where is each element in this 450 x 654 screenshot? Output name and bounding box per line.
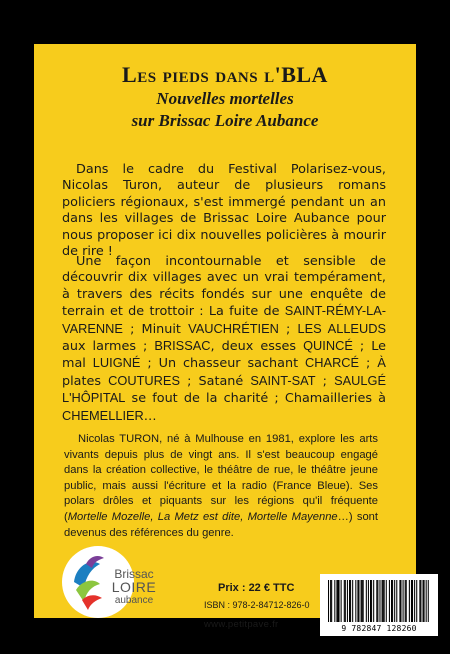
barcode-bar [403, 580, 404, 622]
subtitle-line-2: sur Brissac Loire Aubance [131, 111, 319, 130]
barcode-bar [334, 580, 335, 622]
barcode-bar [330, 580, 331, 622]
title-block [34, 62, 416, 132]
logo-text-brissac: Brissac [114, 567, 154, 581]
village-name: SAULGÉ L'HÔPITAL [62, 372, 386, 406]
barcode-bar [420, 580, 421, 622]
isbn-label: ISBN : 978-2-84712-826-0 [204, 600, 310, 610]
text-segment: …) sont devenus des références du genre. [64, 510, 379, 539]
barcode-bar [373, 580, 374, 622]
barcode-bar [411, 580, 412, 622]
book-titles-italic: Mortelle Mozelle, La Metz est dite, Mortelle Mayenne [67, 510, 338, 523]
barcode-bar [412, 580, 413, 622]
barcode-bar [399, 580, 400, 622]
barcode-bar [424, 580, 425, 622]
barcode-bar [394, 580, 395, 622]
barcode-bar [345, 580, 346, 622]
village-name: CHEMELLIER [62, 407, 144, 423]
barcode-bar [336, 580, 337, 622]
barcode-bar [337, 580, 338, 622]
text-segment: aux larmes ; [62, 339, 155, 355]
barcode-bar [416, 580, 417, 622]
text-segment: … [143, 408, 157, 424]
barcode-bar [376, 580, 377, 622]
barcode-bar [361, 580, 362, 622]
village-name: SAINT-SAT [250, 372, 316, 388]
village-name: QUINCÉ [303, 338, 353, 354]
text-segment: ; Satané [179, 373, 251, 389]
text-segment: , deux esses [210, 339, 304, 355]
barcode-bar [396, 580, 397, 622]
barcode-bar [379, 580, 380, 622]
barcode-bar [350, 580, 351, 622]
barcode-bar [352, 580, 353, 622]
author-bio-paragraph [64, 432, 378, 541]
barcode-bar [328, 580, 329, 622]
barcode-bar [355, 580, 356, 622]
logo-wordmark [104, 568, 164, 606]
text-segment: ; [278, 321, 298, 337]
text-segment: Une façon incontournable et sensible de découvrir dix villages avec un vrai tempérament, à travers des récits fondés sur une enquête de terrain et de trottoir : La fuite de [62, 254, 386, 320]
barcode-bar [341, 580, 342, 622]
village-name: COUTURES [108, 372, 180, 388]
barcode-bar [349, 580, 350, 622]
barcode-bar [368, 580, 369, 622]
barcode-bar [358, 580, 359, 622]
book-back-cover [34, 44, 417, 633]
logo-text-aubance: aubance [114, 595, 154, 606]
barcode-bar [386, 580, 387, 622]
book-title: Les pieds dans l'BLA [122, 62, 328, 87]
text-segment: ; Le mal [62, 339, 387, 372]
village-name: CHARCÉ [305, 355, 360, 371]
price-label: Prix : 22 € TTC [218, 582, 295, 594]
barcode-bar [370, 580, 371, 622]
barcode-bar [400, 580, 401, 622]
barcode-bar [371, 580, 372, 622]
barcode-bar [392, 580, 393, 622]
barcode-bar [383, 580, 384, 622]
barcode-bar [344, 580, 345, 622]
text-segment: se fout de la charité ; Chamailleries à [125, 391, 386, 407]
text-segment: ; À plates [62, 356, 387, 389]
subtitle-line-1: Nouvelles mortelles [156, 89, 294, 108]
barcode-bar [331, 580, 332, 622]
barcode-bar [406, 580, 407, 622]
text-segment: ; Minuit [122, 321, 189, 337]
barcode-bar [362, 580, 363, 622]
barcode [320, 574, 438, 636]
barcode-bar [409, 580, 410, 622]
barcode-bar [423, 580, 424, 622]
publisher-url: www.petitpave.fr [204, 619, 279, 630]
village-name: LES ALLEUDS [297, 320, 386, 336]
barcode-bar [426, 580, 427, 622]
text-segment: Nicolas TURON, né à Mulhouse en 1981, explore les arts vivants depuis plus de vingt ans. Il s'est beaucoup engagé dans la création collective, le théâtre de rue, le théâtre jeune public, mais aussi l'écriture et la radio (France Bleue). Ses polars drôles et piquants sur les régions qu'il fréquente ( [64, 433, 378, 523]
text-segment: ; Un chasseur sachant [140, 356, 306, 372]
blurb-paragraph-2 [62, 254, 386, 425]
barcode-bar [377, 580, 378, 622]
barcode-bar [384, 580, 385, 622]
barcode-digits: 9 782847 128260 [341, 624, 417, 633]
barcode-bar [357, 580, 358, 622]
barcode-bar [428, 580, 429, 622]
barcode-bar [419, 580, 420, 622]
village-name: VAUCHRÉTIEN [188, 320, 279, 336]
village-name: SAINT-RÉMY-LA-VARENNE [62, 303, 386, 336]
barcode-bar [366, 580, 367, 622]
barcode-bar [391, 580, 392, 622]
barcode-bar [382, 580, 383, 622]
barcode-bar [405, 580, 406, 622]
barcode-bars [320, 574, 438, 624]
blurb-paragraph-1: Dans le cadre du Festival Polarisez-vous, Nicolas Turon, auteur de plusieurs romans policiers régionaux, s'est immergé pendant un an dans les villages de Brissac Loire Aubance pour nous proposer ici dix nouvelles policières à mourir de rire ! [62, 162, 386, 260]
barcode-bar [347, 580, 348, 622]
barcode-bar [414, 580, 415, 622]
barcode-bar [389, 580, 390, 622]
logo-text-loire: LOIRE [111, 579, 157, 595]
barcode-bar [363, 580, 364, 622]
village-name: BRISSAC [154, 338, 211, 354]
barcode-bar [339, 580, 340, 622]
village-name: LUIGNÉ [92, 355, 141, 371]
text-segment: ; [315, 373, 335, 389]
